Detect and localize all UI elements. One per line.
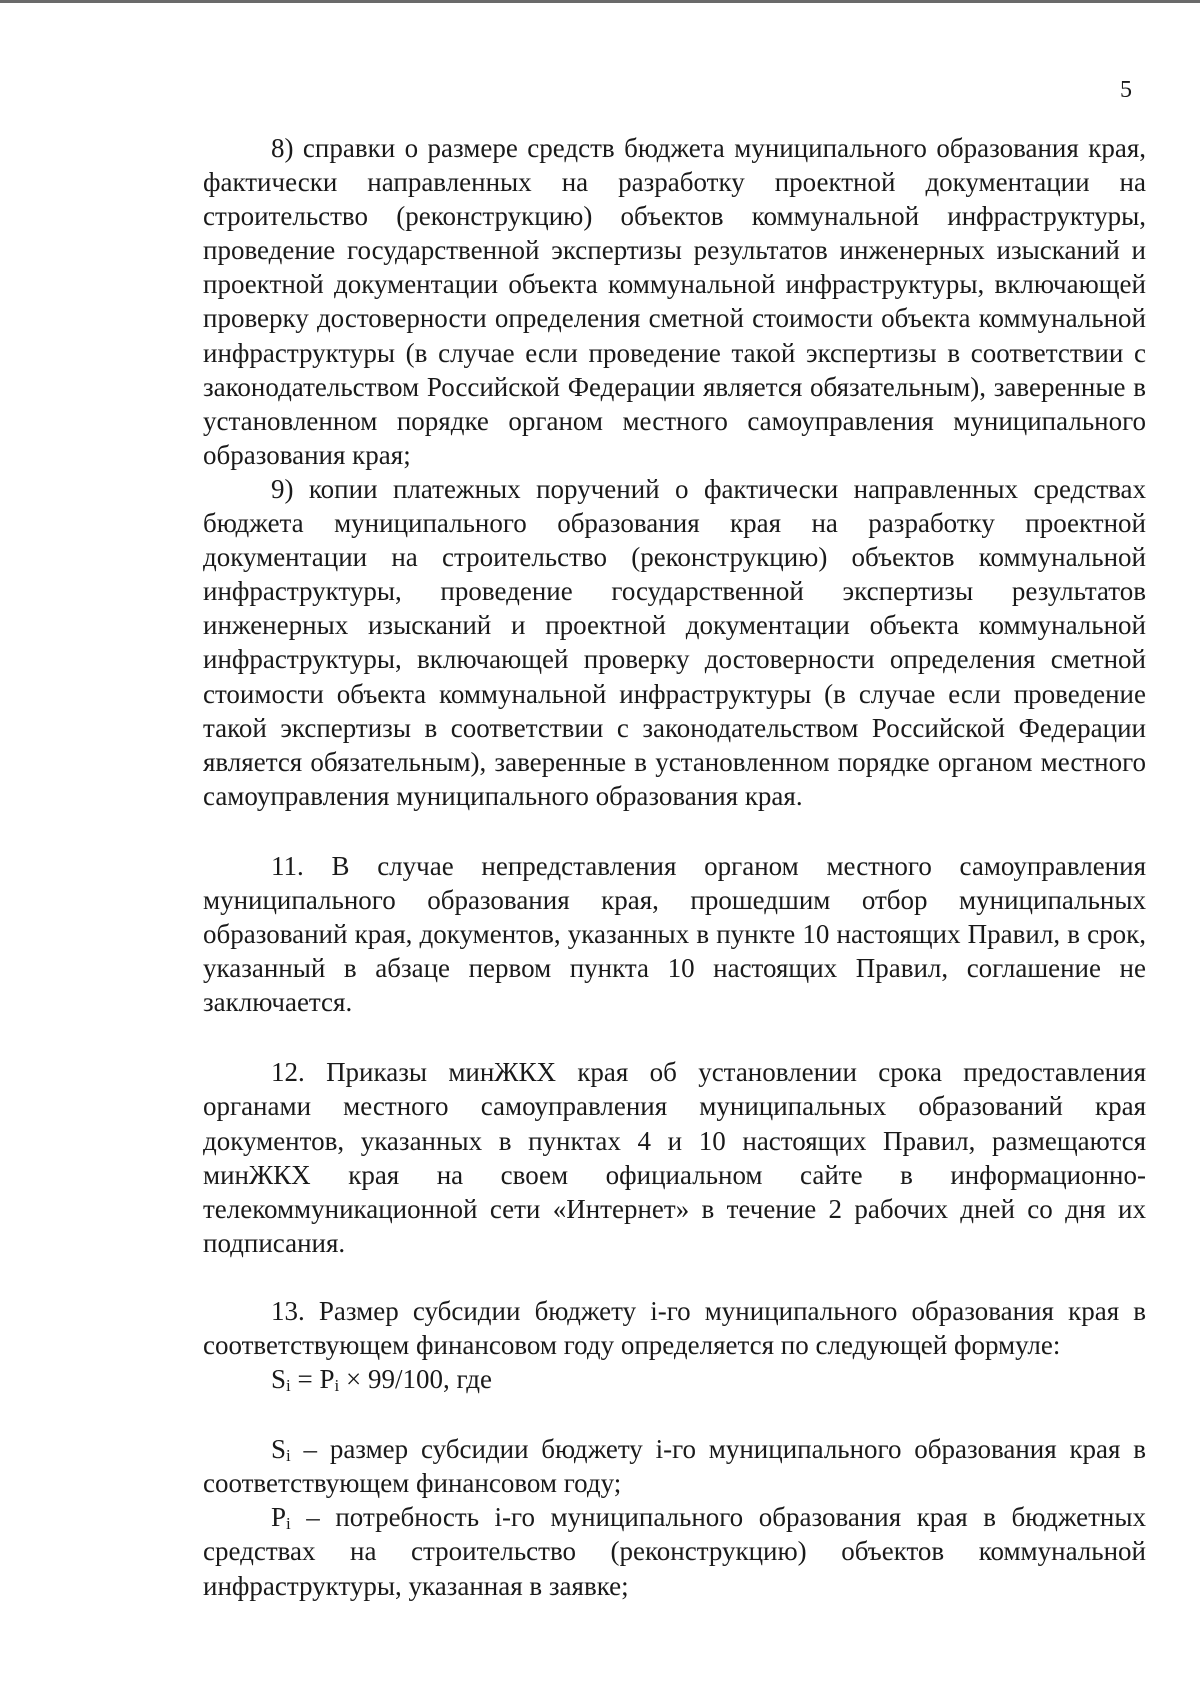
formula-rest: × 99/100, где bbox=[339, 1364, 492, 1395]
paragraph-item-9: 9) копии платежных поручений о фактически направленных средствах бюджета муниципального образования края на разработку проектной документации на строительство (реконструкцию) объектов коммунальной инфраструктуры, проведение государственной экспертизы результатов инженерных изысканий и проектной документации объекта коммунальной инфраструктуры, включающей проверку достоверности определения сметной стоимости объекта коммунальной инфраструктуры (в случае если проведение такой экспертизы в соответствии с законодательством Российской Федерации является обязательным), заверенные в установленном порядке органом местного самоуправления муниципального образования края. bbox=[203, 473, 1146, 811]
paragraph-11: 11. В случае непредставления органом местного самоуправления муниципального образования края, прошедшим отбор муниципальных образований края, документов, указанных в пункте 10 настоящих Правил, в срок, указанный в абзаце первом пункта 10 настоящих Правил, соглашение не заключается. bbox=[203, 850, 1146, 1018]
paragraph-item-8: 8) справки о размере средств бюджета муниципального образования края, фактически направленных на разработку проектной документации на строительство (реконструкцию) объектов коммунальной инфраструктуры, проведение государственной экспертизы результатов инженерных изысканий и проектной документации объекта коммунальной инфраструктуры, включающей проверку достоверности определения сметной стоимости объекта коммунальной инфраструктуры (в случае если проведение такой экспертизы в соответствии с законодательством Российской Федерации является обязательным), заверенные в установленном порядке органом местного самоуправления муниципального образования края; bbox=[203, 133, 1146, 470]
formula-equals: = bbox=[290, 1364, 320, 1395]
definition-si-symbol: S bbox=[271, 1434, 287, 1465]
formula-s: S bbox=[271, 1364, 287, 1395]
definition-pi-subscript: i bbox=[286, 1514, 291, 1534]
top-border-rule bbox=[0, 0, 1200, 3]
paragraph-13: 13. Размер субсидии бюджету i-го муниципального образования края в соответствующем финансовом году определяется по следующей формуле: bbox=[203, 1295, 1146, 1360]
definition-pi bbox=[203, 1500, 1146, 1602]
definition-si bbox=[203, 1432, 1146, 1500]
definition-si-subscript: i bbox=[286, 1446, 291, 1466]
page-number: 5 bbox=[1120, 77, 1132, 103]
formula-p-subscript: i bbox=[334, 1376, 340, 1396]
formula-s-subscript: i bbox=[286, 1376, 291, 1396]
definition-pi-text: – потребность i-го муниципального образования края в бюджетных средствах на строительство (реконструкцию) объектов коммунальной инфраструктуры, указанная в заявке; bbox=[203, 1502, 1146, 1601]
definition-pi-symbol: P bbox=[271, 1502, 287, 1533]
formula-p: P bbox=[319, 1364, 335, 1395]
paragraph-12: 12. Приказы минЖКХ края об установлении срока предоставления органами местного самоуправления муниципальных образований края документов, указанных в пунктах 4 и 10 настоящих Правил, размещаются минЖКХ края на своем официальном сайте в информационно-телекоммуникационной сети «Интернет» в течение 2 рабочих дней со дня их подписания. bbox=[203, 1057, 1146, 1258]
definition-si-text: – размер субсидии бюджету i-го муниципального образования края в соответствующем финансовом году; bbox=[203, 1434, 1146, 1499]
subsidy-formula bbox=[203, 1362, 1146, 1396]
document-body bbox=[203, 131, 1146, 1603]
